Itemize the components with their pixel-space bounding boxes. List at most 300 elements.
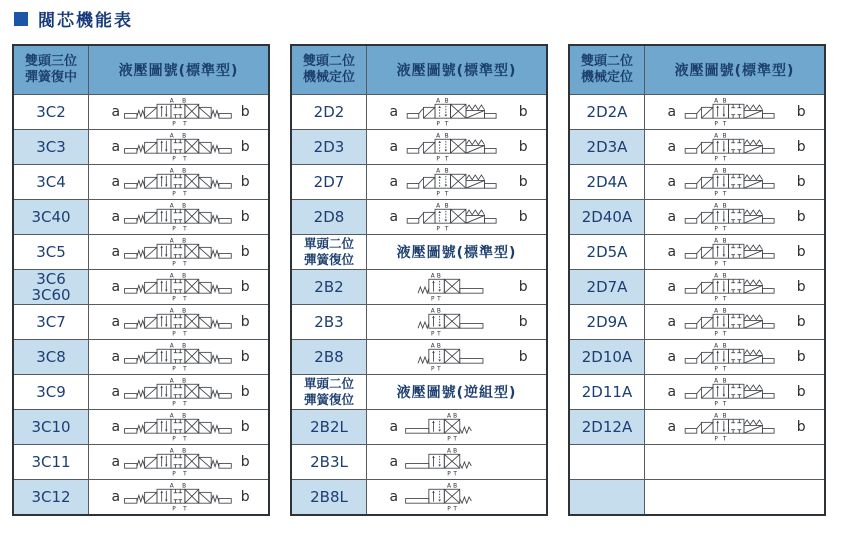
diagram-cell bbox=[88, 130, 268, 164]
svg-text:T: T bbox=[722, 401, 726, 407]
diagram-cell bbox=[366, 165, 546, 199]
svg-text:P: P bbox=[171, 261, 176, 267]
svg-text:A: A bbox=[435, 133, 440, 140]
valve-symbol-3C9 bbox=[123, 377, 239, 407]
section-header-row bbox=[570, 46, 824, 94]
svg-text:A: A bbox=[430, 308, 435, 315]
position-b-label: b bbox=[518, 349, 528, 365]
position-a-label: a bbox=[389, 139, 399, 155]
svg-text:B: B bbox=[722, 413, 727, 420]
svg-text:T: T bbox=[722, 156, 726, 162]
svg-text:P: P bbox=[430, 366, 434, 372]
diagram-cell bbox=[88, 95, 268, 129]
valve-symbol-2B3 bbox=[401, 307, 517, 337]
valve-symbol-2D9A bbox=[679, 307, 795, 337]
svg-text:P: P bbox=[713, 156, 718, 162]
svg-text:T: T bbox=[452, 471, 457, 477]
type-label-line: 彈簧復位 bbox=[303, 392, 354, 407]
table-row-2D12A bbox=[570, 409, 824, 444]
table-row-3C3 bbox=[14, 129, 268, 164]
spool-code: 3C60 bbox=[31, 286, 71, 304]
spool-code-cell bbox=[14, 445, 88, 479]
diagram-cell bbox=[88, 270, 268, 304]
svg-text:B: B bbox=[181, 238, 186, 245]
spool-code-cell bbox=[570, 165, 644, 199]
svg-text:B: B bbox=[722, 343, 727, 350]
svg-text:T: T bbox=[444, 121, 448, 127]
column-header-type bbox=[14, 46, 88, 94]
position-b-label: b bbox=[796, 279, 806, 295]
valve-symbol-3C3 bbox=[123, 132, 239, 162]
position-a-label: a bbox=[667, 419, 677, 435]
diagram-cell bbox=[644, 200, 824, 234]
position-a-label: a bbox=[667, 244, 677, 260]
svg-text:A: A bbox=[713, 98, 718, 105]
position-a-label: a bbox=[111, 454, 121, 470]
svg-text:B: B bbox=[181, 483, 186, 490]
diagram-cell bbox=[644, 165, 824, 199]
spool-code: 2B2L bbox=[310, 417, 348, 436]
svg-text:B: B bbox=[181, 308, 186, 315]
svg-text:P: P bbox=[435, 156, 440, 162]
diagram-cell bbox=[366, 200, 546, 234]
svg-text:T: T bbox=[722, 191, 726, 197]
spool-code: 2B8L bbox=[310, 487, 348, 506]
position-a-label: a bbox=[111, 489, 121, 505]
valve-symbol-2D11A bbox=[679, 377, 795, 407]
svg-text:A: A bbox=[169, 98, 174, 105]
spool-code-cell bbox=[570, 445, 644, 479]
diagram-cell bbox=[88, 235, 268, 269]
column-header-diagram: 液壓圖號(標準型) bbox=[644, 46, 824, 94]
spool-code: 3C40 bbox=[31, 207, 71, 226]
svg-text:P: P bbox=[435, 226, 440, 232]
diagram-cell bbox=[366, 340, 546, 374]
svg-text:P: P bbox=[171, 296, 176, 302]
spool-code-cell bbox=[14, 200, 88, 234]
position-a-label: a bbox=[111, 244, 121, 260]
svg-text:A: A bbox=[430, 273, 435, 280]
spool-code: 3C4 bbox=[36, 172, 66, 191]
svg-text:A: A bbox=[430, 343, 435, 350]
svg-text:T: T bbox=[182, 331, 187, 337]
spool-code-cell bbox=[570, 480, 644, 514]
diagram-cell bbox=[88, 200, 268, 234]
svg-text:P: P bbox=[713, 121, 718, 127]
valve-symbol-2D7A bbox=[679, 272, 795, 302]
spool-code-cell bbox=[14, 410, 88, 444]
table-row-2D7A bbox=[570, 269, 824, 304]
position-b-label: b bbox=[796, 104, 806, 120]
diagram-cell bbox=[88, 340, 268, 374]
svg-text:A: A bbox=[169, 413, 174, 420]
valve-symbol-3C6-3C60 bbox=[123, 272, 239, 302]
position-a-label: a bbox=[667, 139, 677, 155]
svg-text:P: P bbox=[713, 191, 718, 197]
position-b-label: b bbox=[796, 244, 806, 260]
table-row-2D10A bbox=[570, 339, 824, 374]
svg-text:T: T bbox=[182, 226, 187, 232]
spool-code-cell bbox=[292, 165, 366, 199]
svg-text:B: B bbox=[722, 308, 727, 315]
table-row-2D9A bbox=[570, 304, 824, 339]
position-b-label: b bbox=[796, 209, 806, 225]
svg-text:B: B bbox=[181, 203, 186, 210]
spool-code-cell bbox=[14, 165, 88, 199]
type-label-line: 機械定位 bbox=[580, 70, 633, 85]
section-header-row bbox=[292, 46, 546, 94]
svg-text:A: A bbox=[713, 133, 718, 140]
position-b-label: b bbox=[518, 104, 528, 120]
position-a-label: a bbox=[389, 209, 399, 225]
svg-text:P: P bbox=[446, 471, 451, 477]
svg-text:T: T bbox=[182, 366, 187, 372]
spool-code: 3C5 bbox=[36, 242, 66, 261]
svg-text:P: P bbox=[171, 226, 176, 232]
spool-code-cell bbox=[14, 340, 88, 374]
svg-text:P: P bbox=[713, 401, 718, 407]
table-row-3C9 bbox=[14, 374, 268, 409]
valve-symbol-3C10 bbox=[123, 412, 239, 442]
position-a-label: a bbox=[111, 139, 121, 155]
svg-text:T: T bbox=[182, 471, 187, 477]
spool-code-cell bbox=[570, 200, 644, 234]
column-header-type bbox=[292, 375, 366, 409]
table-row-2D3 bbox=[292, 129, 546, 164]
svg-text:B: B bbox=[444, 168, 449, 175]
spool-code: 2D9A bbox=[586, 312, 628, 331]
page-title-text: 閥芯機能表 bbox=[38, 11, 133, 31]
diagram-cell bbox=[366, 270, 546, 304]
svg-text:A: A bbox=[169, 308, 174, 315]
spool-code: 2D7A bbox=[586, 277, 628, 296]
spool-code-cell bbox=[570, 305, 644, 339]
spool-code-cell bbox=[292, 340, 366, 374]
valve-symbol-3C4 bbox=[123, 167, 239, 197]
position-a-label: a bbox=[667, 174, 677, 190]
valve-symbol-2B2 bbox=[401, 272, 517, 302]
table-row bbox=[570, 444, 824, 479]
svg-text:B: B bbox=[436, 308, 441, 315]
table-row-2D5A bbox=[570, 234, 824, 269]
spool-code-cell bbox=[292, 445, 366, 479]
table-row-3C2 bbox=[14, 94, 268, 129]
type-label-line: 彈簧復中 bbox=[24, 70, 77, 85]
svg-text:T: T bbox=[722, 366, 726, 372]
type-label-line: 雙頭三位 bbox=[24, 53, 77, 69]
diagram-cell bbox=[366, 480, 546, 514]
diagram-cell bbox=[644, 130, 824, 164]
position-b-label: b bbox=[240, 454, 250, 470]
svg-text:T: T bbox=[436, 331, 441, 337]
svg-text:A: A bbox=[169, 168, 174, 175]
table-row-2D11A bbox=[570, 374, 824, 409]
position-b-label: b bbox=[518, 314, 528, 330]
position-b-label: b bbox=[796, 349, 806, 365]
spool-code-cell bbox=[570, 235, 644, 269]
type-label-line: 單頭二位 bbox=[303, 236, 354, 252]
table-row-2D8 bbox=[292, 199, 546, 234]
section-header-row bbox=[292, 234, 546, 269]
spool-code-cell bbox=[14, 95, 88, 129]
valve-symbol-2D40A bbox=[679, 202, 795, 232]
table-row-2D7 bbox=[292, 164, 546, 199]
section-header-row bbox=[292, 374, 546, 409]
position-b-label: b bbox=[796, 139, 806, 155]
position-a-label: a bbox=[111, 349, 121, 365]
column-header-type bbox=[292, 46, 366, 94]
spool-code: 2D8 bbox=[313, 207, 345, 226]
valve-symbol-2B2L bbox=[401, 412, 517, 442]
svg-text:P: P bbox=[435, 121, 440, 127]
position-b-label: b bbox=[796, 314, 806, 330]
svg-text:T: T bbox=[182, 261, 187, 267]
svg-text:P: P bbox=[171, 156, 176, 162]
spool-code-cell bbox=[570, 340, 644, 374]
valve-symbol-3C40 bbox=[123, 202, 239, 232]
svg-text:P: P bbox=[713, 261, 718, 267]
table-row-2B2L bbox=[292, 409, 546, 444]
position-a-label: a bbox=[389, 419, 399, 435]
svg-text:T: T bbox=[436, 366, 441, 372]
svg-text:B: B bbox=[722, 378, 727, 385]
spool-code: 2B2 bbox=[314, 277, 344, 296]
spool-code: 2D4A bbox=[586, 172, 628, 191]
svg-text:T: T bbox=[182, 156, 187, 162]
table-row-3C7 bbox=[14, 304, 268, 339]
position-b-label: b bbox=[518, 279, 528, 295]
type-label-line: 雙頭二位 bbox=[580, 53, 633, 69]
position-b-label: b bbox=[518, 139, 528, 155]
svg-text:T: T bbox=[182, 436, 187, 442]
diagram-cell bbox=[644, 410, 824, 444]
svg-text:B: B bbox=[181, 448, 186, 455]
table-row-2D2 bbox=[292, 94, 546, 129]
position-a-label: a bbox=[667, 349, 677, 365]
svg-text:A: A bbox=[713, 378, 718, 385]
svg-text:P: P bbox=[713, 436, 718, 442]
svg-text:P: P bbox=[430, 296, 434, 302]
column-header-diagram: 液壓圖號(標準型) bbox=[366, 235, 546, 269]
spool-code: 3C6 bbox=[36, 269, 66, 288]
valve-symbol-3C5 bbox=[123, 237, 239, 267]
svg-text:B: B bbox=[444, 98, 449, 105]
svg-text:A: A bbox=[169, 203, 174, 210]
svg-text:A: A bbox=[713, 413, 718, 420]
svg-text:B: B bbox=[722, 168, 727, 175]
table-row-2B8 bbox=[292, 339, 546, 374]
table-row-2D2A bbox=[570, 94, 824, 129]
position-a-label: a bbox=[111, 174, 121, 190]
position-a-label: a bbox=[667, 209, 677, 225]
spool-code: 2D7 bbox=[313, 172, 345, 191]
position-b-label: b bbox=[240, 384, 250, 400]
valve-symbol-2B8L bbox=[401, 482, 517, 512]
svg-text:T: T bbox=[436, 296, 441, 302]
svg-text:P: P bbox=[171, 436, 176, 442]
diagram-cell bbox=[644, 445, 824, 479]
valve-symbol-2B8 bbox=[401, 342, 517, 372]
table-row-3C12 bbox=[14, 479, 268, 514]
svg-text:T: T bbox=[722, 121, 726, 127]
spool-code: 3C9 bbox=[36, 382, 66, 401]
svg-text:T: T bbox=[182, 121, 187, 127]
diagram-cell bbox=[644, 480, 824, 514]
svg-text:A: A bbox=[713, 343, 718, 350]
column-header-type bbox=[570, 46, 644, 94]
spool-code-cell bbox=[570, 95, 644, 129]
spool-table-middle bbox=[290, 44, 548, 516]
svg-text:A: A bbox=[713, 203, 718, 210]
svg-text:B: B bbox=[436, 343, 441, 350]
svg-text:B: B bbox=[722, 273, 727, 280]
spool-code-cell bbox=[14, 235, 88, 269]
spool-code: 2D3 bbox=[313, 137, 345, 156]
table-row-3C40 bbox=[14, 199, 268, 234]
spool-code: 2D40A bbox=[581, 207, 633, 226]
position-a-label: a bbox=[667, 384, 677, 400]
valve-symbol-2D7 bbox=[401, 167, 517, 197]
table-row-3C11 bbox=[14, 444, 268, 479]
valve-symbol-2D3A bbox=[679, 132, 795, 162]
valve-symbol-2D5A bbox=[679, 237, 795, 267]
svg-text:A: A bbox=[169, 343, 174, 350]
valve-symbol-3C7 bbox=[123, 307, 239, 337]
spool-code: 2D12A bbox=[581, 417, 633, 436]
svg-text:B: B bbox=[181, 133, 186, 140]
svg-text:A: A bbox=[446, 413, 451, 420]
spool-code: 3C3 bbox=[36, 137, 66, 156]
svg-text:T: T bbox=[182, 191, 187, 197]
svg-text:T: T bbox=[182, 506, 187, 512]
valve-symbol-2D2A bbox=[679, 97, 795, 127]
svg-text:P: P bbox=[430, 331, 434, 337]
spool-table-left bbox=[12, 44, 270, 516]
svg-text:B: B bbox=[722, 238, 727, 245]
position-a-label: a bbox=[389, 454, 399, 470]
position-b-label: b bbox=[796, 384, 806, 400]
diagram-cell bbox=[88, 480, 268, 514]
svg-text:P: P bbox=[713, 296, 718, 302]
column-header-type bbox=[292, 235, 366, 269]
diagram-cell bbox=[644, 375, 824, 409]
svg-text:P: P bbox=[713, 366, 718, 372]
svg-text:T: T bbox=[722, 436, 726, 442]
svg-text:B: B bbox=[181, 273, 186, 280]
spool-code: 2D5A bbox=[586, 242, 628, 261]
svg-text:T: T bbox=[444, 226, 448, 232]
svg-text:B: B bbox=[444, 133, 449, 140]
table-row-2B2 bbox=[292, 269, 546, 304]
position-a-label: a bbox=[389, 174, 399, 190]
svg-text:A: A bbox=[713, 238, 718, 245]
spool-code: 3C10 bbox=[31, 417, 71, 436]
svg-text:P: P bbox=[435, 191, 440, 197]
position-b-label: b bbox=[240, 104, 250, 120]
svg-text:A: A bbox=[169, 273, 174, 280]
svg-text:P: P bbox=[171, 121, 176, 127]
svg-text:B: B bbox=[181, 343, 186, 350]
spool-code-cell bbox=[14, 305, 88, 339]
table-row-2B3L bbox=[292, 444, 546, 479]
svg-text:T: T bbox=[722, 226, 726, 232]
valve-symbol-3C2 bbox=[123, 97, 239, 127]
position-b-label: b bbox=[240, 139, 250, 155]
svg-text:A: A bbox=[435, 98, 440, 105]
position-b-label: b bbox=[796, 419, 806, 435]
svg-text:A: A bbox=[446, 483, 451, 490]
svg-text:P: P bbox=[171, 191, 176, 197]
position-a-label: a bbox=[111, 104, 121, 120]
svg-text:T: T bbox=[722, 296, 726, 302]
position-a-label: a bbox=[389, 489, 399, 505]
svg-text:B: B bbox=[181, 413, 186, 420]
svg-text:A: A bbox=[169, 378, 174, 385]
diagram-cell bbox=[88, 375, 268, 409]
svg-text:B: B bbox=[181, 98, 186, 105]
diagram-cell bbox=[88, 165, 268, 199]
position-a-label: a bbox=[111, 279, 121, 295]
svg-text:T: T bbox=[452, 506, 457, 512]
spool-code: 3C8 bbox=[36, 347, 66, 366]
spool-code: 3C11 bbox=[31, 452, 71, 471]
valve-symbol-3C8 bbox=[123, 342, 239, 372]
valve-symbol-2D2 bbox=[401, 97, 517, 127]
spool-code-cell bbox=[570, 130, 644, 164]
diagram-cell bbox=[366, 305, 546, 339]
valve-symbol-2D8 bbox=[401, 202, 517, 232]
svg-text:P: P bbox=[171, 331, 176, 337]
valve-symbol-2B3L bbox=[401, 447, 517, 477]
svg-text:T: T bbox=[182, 401, 187, 407]
diagram-cell bbox=[366, 445, 546, 479]
svg-text:T: T bbox=[722, 261, 726, 267]
svg-text:T: T bbox=[182, 296, 187, 302]
spool-code-cell bbox=[14, 130, 88, 164]
valve-symbol-2D4A bbox=[679, 167, 795, 197]
diagram-cell bbox=[88, 410, 268, 444]
diagram-cell bbox=[366, 95, 546, 129]
svg-text:P: P bbox=[713, 331, 718, 337]
svg-text:A: A bbox=[169, 238, 174, 245]
position-b-label: b bbox=[240, 314, 250, 330]
column-header-diagram: 液壓圖號(逆組型) bbox=[366, 375, 546, 409]
position-b-label: b bbox=[518, 174, 528, 190]
svg-text:P: P bbox=[171, 366, 176, 372]
position-b-label: b bbox=[240, 279, 250, 295]
svg-text:B: B bbox=[452, 413, 457, 420]
position-a-label: a bbox=[111, 419, 121, 435]
svg-text:B: B bbox=[722, 98, 727, 105]
diagram-cell bbox=[644, 305, 824, 339]
table-row-2B3 bbox=[292, 304, 546, 339]
table-row-2D4A bbox=[570, 164, 824, 199]
svg-text:A: A bbox=[446, 448, 451, 455]
spool-code-cell bbox=[292, 200, 366, 234]
table-row-2B8L bbox=[292, 479, 546, 514]
position-b-label: b bbox=[240, 244, 250, 260]
svg-text:B: B bbox=[452, 448, 457, 455]
svg-text:A: A bbox=[169, 448, 174, 455]
spool-code: 3C2 bbox=[36, 102, 66, 121]
svg-text:T: T bbox=[722, 331, 726, 337]
diagram-cell bbox=[88, 305, 268, 339]
valve-symbol-2D10A bbox=[679, 342, 795, 372]
spool-code-cell bbox=[570, 270, 644, 304]
spool-code: 3C12 bbox=[31, 487, 71, 506]
svg-text:T: T bbox=[444, 191, 448, 197]
position-b-label: b bbox=[796, 174, 806, 190]
